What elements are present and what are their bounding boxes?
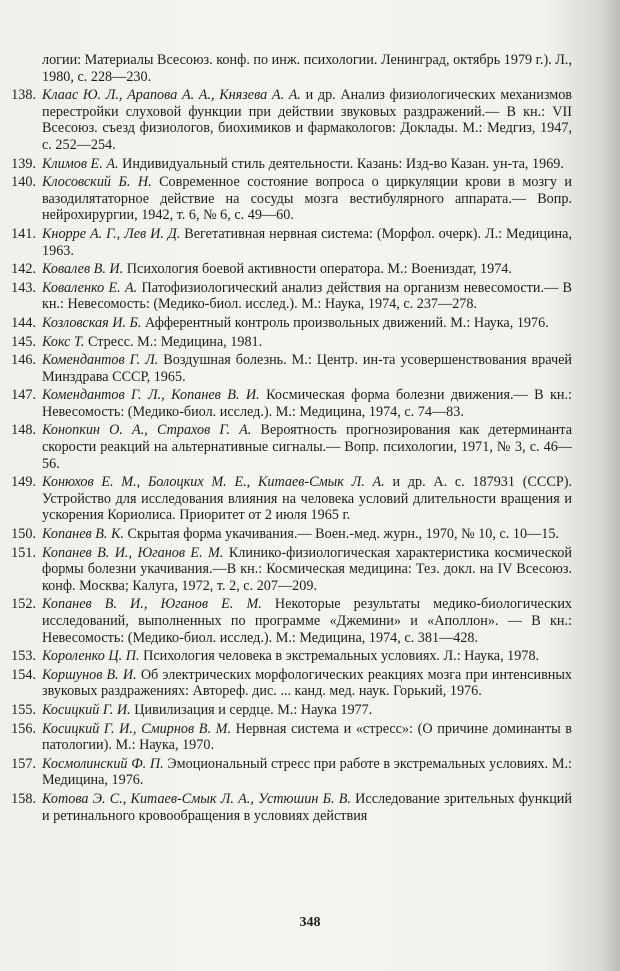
reference-authors: Копанев В. И., Юганов Е. М. (42, 596, 262, 613)
reference-authors: Копанев В. К. (42, 526, 124, 543)
reference-number: 149. (11, 474, 36, 491)
reference-authors: Котова Э. С., Китаев-Смык Л. А., Устюшин Б. В. (42, 790, 351, 807)
reference-number: 156. (11, 720, 36, 737)
reference-text: Исследование зрительных функций и ретинального кровообращения в условиях действия (42, 790, 572, 824)
reference-text: Эмоциональный стресс при работе в экстремальных условиях. М.: Медицина, 1976. (42, 755, 572, 789)
reference-entry (0, 545, 620, 595)
reference-text: Клинико-физиологическая характеристика космической формы болезни укачивания.—В кн.: Космическая медицина: Тез. докл. на IV Всесоюз. конф. Москва; Калуга, 1972, т. 2, с. 207—209. (42, 544, 572, 594)
reference-authors: Комендантов Г. Л., Копанев В. И. (42, 387, 260, 404)
reference-entry (0, 280, 620, 313)
reference-authors: Косицкий Г. И., Смирнов В. М. (42, 720, 232, 737)
reference-text: Космическая форма болезни движения.— В кн.: Невесомость: (Медико-биол. исслед.). М.: Медицина, 1974, с. 74—83. (42, 387, 572, 420)
reference-entry (0, 596, 620, 646)
reference-authors: Козловская И. Б. (42, 314, 142, 331)
reference-entry (0, 422, 620, 472)
reference-text: логии: Материалы Всесоюз. конф. по инж. психологии. Ленинград, октябрь 1979 г.). Л., 1980, с. 228—230. (42, 52, 572, 85)
reference-text: и др. Анализ физиологических механизмов перестройки слуховой функции при действии звуковых раздражений.— В кн.: VII Всесоюз. съезд физиологов, биохимиков и фармакологов: Доклады. М.: Медгиз, 1947, с. 252—254. (42, 87, 572, 153)
reference-number: 144. (11, 314, 36, 331)
reference-number: 142. (11, 261, 36, 278)
reference-authors: Кнорре А. Г., Лев И. Д. (42, 225, 181, 242)
reference-entry (0, 156, 620, 173)
reference-text: Об электрических морфологических реакциях мозга при интенсивных звуковых раздражениях: Автореф. дис. ... канд. мед. наук. Горький, 1976. (42, 666, 573, 700)
reference-authors: Космолинский Ф. П. (42, 755, 164, 772)
reference-entry (0, 667, 620, 700)
reference-authors: Коваленко Е. А. (42, 279, 138, 296)
reference-authors: Ковалев В. И. (42, 261, 124, 278)
reference-entry (0, 315, 620, 332)
reference-text: Цивилизация и сердце. М.: Наука 1977. (130, 701, 373, 718)
reference-number: 143. (11, 279, 36, 296)
reference-text: Патофизиологический анализ действия на организм невесомости.— В кн.: Невесомость: (Медико-биол. исслед.). М.: Наука, 1974, с. 237—278. (42, 279, 572, 313)
reference-number: 151. (11, 544, 36, 561)
reference-number: 146. (11, 352, 36, 369)
reference-number: 140. (11, 174, 36, 191)
reference-authors: Косицкий Г. И. (42, 701, 131, 718)
reference-authors: Коршунов В. И. (42, 666, 137, 683)
reference-text: Психология человека в экстремальных условиях. Л.: Наука, 1978. (139, 648, 540, 665)
reference-text: Воздушная болезнь. М.: Центр. ин-та усовершенствования врачей Минздрава СССР, 1965. (42, 352, 572, 385)
reference-text: Психология боевой активности оператора. М.: Воениздат, 1974. (123, 261, 512, 278)
reference-entry (0, 756, 620, 789)
reference-entry (0, 526, 620, 543)
reference-entry (0, 474, 620, 524)
reference-entry (0, 174, 620, 224)
reference-entry (0, 721, 620, 754)
reference-number: 152. (11, 596, 36, 613)
reference-number: 141. (11, 225, 36, 242)
reference-number: 157. (11, 755, 36, 772)
reference-entry (0, 702, 620, 719)
reference-entry (0, 648, 620, 665)
reference-entry (0, 791, 620, 824)
reference-list (0, 52, 620, 824)
reference-number: 139. (11, 155, 36, 172)
reference-text: Современное состояние вопроса о циркуляции крови в мозгу и вазодилятаторное действие на сосуды мозга вестибулярного аппарата.— Вопр. нейрохирургии, 1942, т. 6, № 6, с. 49—60. (42, 174, 573, 224)
reference-number: 150. (11, 526, 36, 543)
reference-authors: Комендантов Г. Л. (42, 352, 159, 369)
reference-number: 147. (11, 387, 36, 404)
reference-number: 148. (11, 422, 36, 439)
reference-number: 155. (11, 701, 36, 718)
reference-number: 153. (11, 648, 36, 665)
reference-text: Некоторые результаты медико-биологических исследований, выполненных по программе «Джемини» и «Аполлон». — В кн.: Невесомость: (Медико-биол. исслед.). М.: Медицина, 1974, с. 381—428. (42, 596, 572, 646)
reference-text: Стресс. М.: Медицина, 1981. (84, 333, 263, 350)
reference-authors: Конопкин О. А., Страхов Г. А. (42, 422, 252, 439)
reference-text: Вероятность прогнозирования как детерминанта скорости реакций на альтернативные сигналы.— Вопр. психологии, 1971, № 3, с. 46—56. (42, 422, 573, 472)
reference-number: 145. (11, 333, 36, 350)
reference-number: 154. (11, 666, 36, 683)
reference-entry (0, 334, 620, 351)
reference-authors: Короленко Ц. П. (42, 648, 140, 665)
reference-authors: Климов Е. А. (42, 155, 119, 172)
page-number: 348 (299, 915, 321, 930)
reference-text: Нервная система и «стресс»: (О причине доминанты в патологии). М.: Наука, 1970. (42, 720, 572, 754)
reference-number: 158. (11, 790, 36, 807)
reference-text: Индивидуальный стиль деятельности. Казань: Изд-во Казан. ун-та, 1969. (118, 155, 564, 172)
reference-text: и др. А. с. 187931 (СССР). Устройство для исследования влияния на человека условий длительности вращения и ускорения Кориолиса. Приоритет от 2 июля 1965 г. (42, 474, 572, 524)
reference-entry (0, 226, 620, 259)
reference-entry (0, 261, 620, 278)
reference-authors: Кокс Т. (42, 333, 85, 350)
reference-entry (0, 87, 620, 153)
reference-text: Вегетативная нервная система: (Морфол. очерк). Л.: Медицина, 1963. (42, 225, 572, 259)
reference-text: Афферентный контроль произвольных движений. М.: Наука, 1976. (141, 314, 549, 331)
reference-entry (0, 52, 620, 85)
reference-authors: Копанев В. И., Юганов Е. М. (42, 544, 224, 561)
reference-text: Скрытая форма укачивания.— Воен.-мед. журн., 1970, № 10, с. 10—15. (123, 526, 559, 543)
reference-authors: Клосовский Б. Н. (42, 174, 152, 191)
reference-authors: Клаас Ю. Л., Арапова А. А., Князева А. А. (42, 87, 301, 104)
reference-number: 138. (11, 87, 36, 104)
reference-entry (0, 387, 620, 420)
reference-entry (0, 352, 620, 385)
reference-authors: Конюхов Е. М., Болоцких М. Е., Китаев-Смык Л. А. (42, 474, 385, 491)
